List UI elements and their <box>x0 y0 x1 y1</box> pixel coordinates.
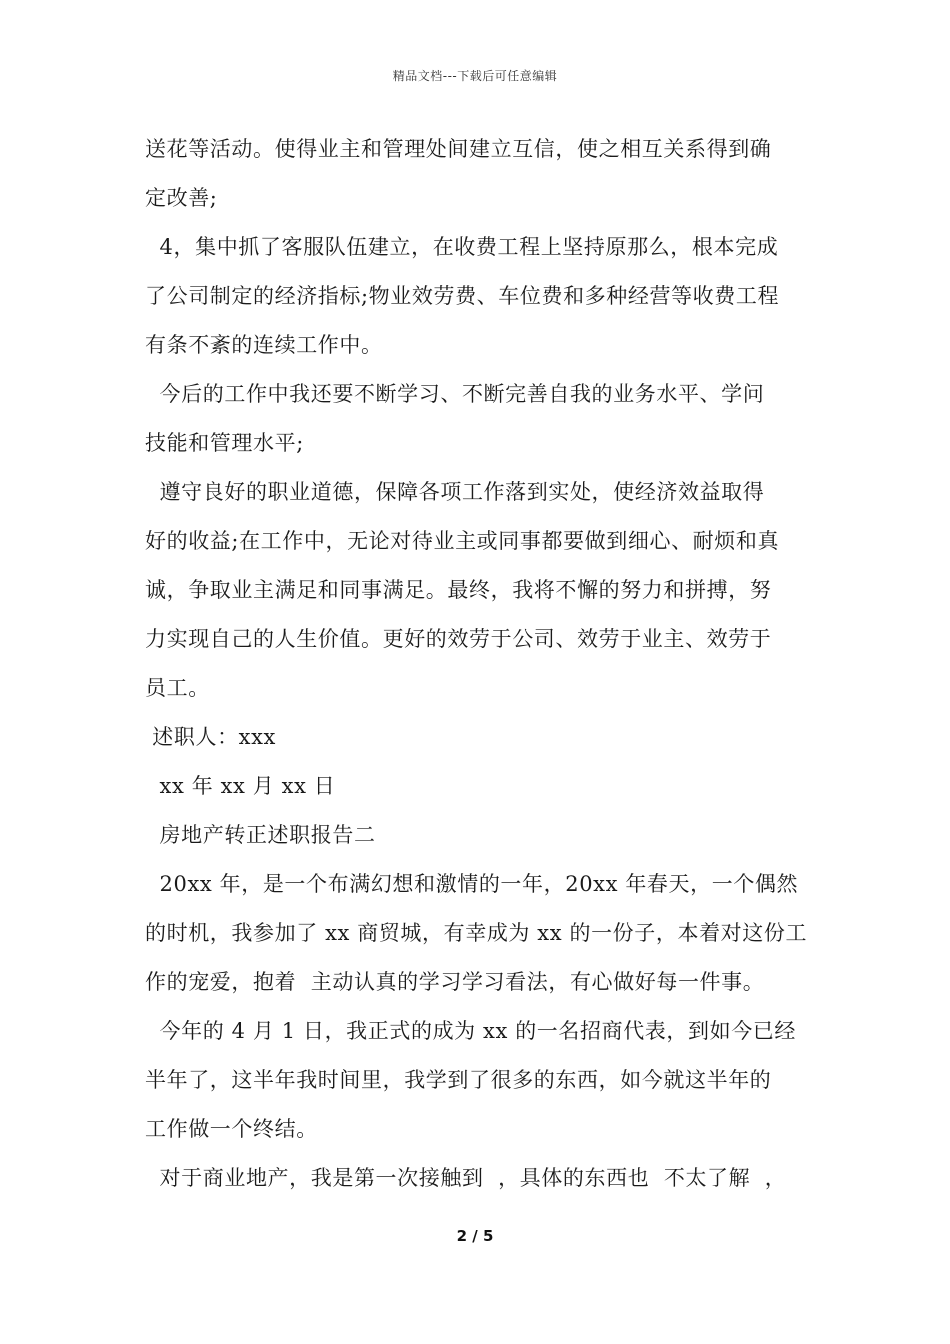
section-title: 房地产转正述职报告二 <box>145 823 376 847</box>
body-line: 技能和管理水平; <box>145 431 304 455</box>
body-line: 对于商业地产，我是第一次接触到 ，具体的东西也 不太了解 ， <box>145 1166 787 1190</box>
body-line: 今后的工作中我还要不断学习、不断完善自我的业务水平、学问 <box>145 382 765 406</box>
page-number: 2 / 5 <box>456 1227 494 1245</box>
body-line: 20xx 年，是一个布满幻想和激情的一年，20xx 年春天，一个偶然 <box>145 872 799 896</box>
body-line: 员工。 <box>145 676 210 700</box>
body-line: 诚，争取业主满足和同事满足。最终，我将不懈的努力和拼搏，努 <box>145 578 772 602</box>
date-line: xx 年 xx 月 xx 日 <box>145 774 336 798</box>
body-line: 的时机，我参加了 xx 商贸城，有幸成为 xx 的一份子，本着对这份工 <box>145 921 808 945</box>
body-line: 有条不紊的连续工作中。 <box>145 333 383 357</box>
body-line: 作的宠爱，抱着 主动认真的学习学习看法，有心做好每一件事。 <box>145 970 765 994</box>
body-line: 4，集中抓了客服队伍建立，在收费工程上坚持原那么，根本完成 <box>145 235 779 259</box>
body-line: 好的收益;在工作中，无论对待业主或同事都要做到细心、耐烦和真 <box>145 529 780 553</box>
body-line: 遵守良好的职业道德，保障各项工作落到实处，使经济效益取得 <box>145 480 765 504</box>
body-line: 了公司制定的经济指标;物业效劳费、车位费和多种经营等收费工程 <box>145 284 780 308</box>
signature-line: 述职人：xxx <box>145 725 277 749</box>
body-line: 送花等活动。使得业主和管理处间建立互信，使之相互关系得到确 <box>145 137 772 161</box>
body-line: 今年的 4 月 1 日，我正式的成为 xx 的一名招商代表，到如今已经 <box>145 1019 797 1043</box>
body-line: 半年了，这半年我时间里，我学到了很多的东西，如今就这半年的 <box>145 1068 772 1092</box>
document-body <box>145 125 810 1203</box>
body-line: 定改善; <box>145 186 218 210</box>
body-line: 力实现自己的人生价值。更好的效劳于公司、效劳于业主、效劳于 <box>145 627 772 651</box>
page-header: 精品文档---下载后可任意编辑 <box>392 69 558 83</box>
body-line: 工作做一个终结。 <box>145 1117 318 1141</box>
